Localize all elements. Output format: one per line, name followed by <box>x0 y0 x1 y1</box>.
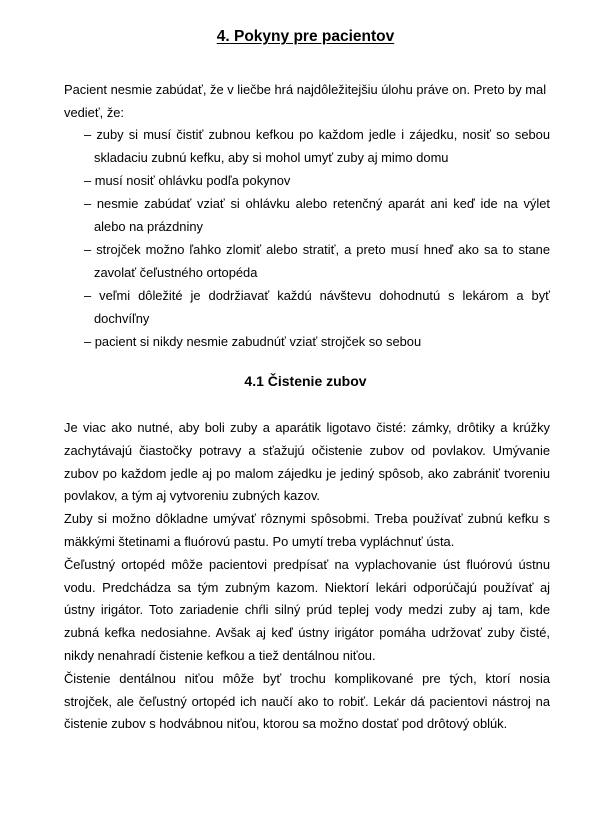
list-item: – veľmi dôležité je dodržiavať každú návštevu dohodnutú s lekárom a byť dochvíľny <box>84 287 550 326</box>
list-item: – musí nosiť ohlávku podľa pokynov <box>84 172 291 188</box>
section-heading: 4. Pokyny pre pacientov <box>216 28 395 45</box>
list-item: – pacient si nikdy nesmie zabudnúť vziať strojček so sebou <box>84 333 422 349</box>
paragraph: Čistenie dentálnou niťou môže byť trochu komplikované pre tých, ktorí nosia strojček, ale čeľustný ortopéd ich naučí ako to robiť. Lekár dá pacientovi nástroj na čistenie zubov s hodvábnou niťou, ktorou sa možno dostať pod drôtový oblúk. <box>64 670 550 732</box>
list-item: – zuby si musí čistiť zubnou kefkou po každom jedle i zájedku, nosiť so sebou skladaciu zubnú kefku, aby si mohol umyť zuby aj mimo domu <box>84 127 550 165</box>
paragraph: Je viac ako nutné, aby boli zuby a aparátik ligotavo čisté: zámky, drôtiky a krúžky zachytávajú čiastočky potravy a sťažujú očistenie zubov od povlakov. Umývanie zubov po každom jedle aj po malom zájedku je jediný spôsob, ako zabrániť tvoreniu povlakov, a tým aj vytvoreniu zubných kazov. <box>64 420 550 504</box>
body-text <box>64 417 550 736</box>
intro-paragraph: Pacient nesmie zabúdať, že v liečbe hrá najdôležitejšiu úlohu práve on. Preto by mal vedieť, že: <box>64 82 547 120</box>
paragraph: Zuby si možno dôkladne umývať rôznymi spôsobmi. Treba používať zubnú kefku s mäkkými štetinami a fluórovú pastu. Po umytí treba vypláchnuť ústa. <box>64 511 550 549</box>
paragraph: Čeľustný ortopéd môže pacientovi predpísať na vyplachovanie úst fluórovú ústnu vodu. Predchádza sa tým zubným kazom. Niektorí lekári odporúčajú používať aj ústny irigátor. Toto zariadenie chŕli silný prúd teplej vody medzi zuby aj tam, kde zubná kefka nedosiahne. Avšak aj keď ústny irigátor pomáha udržovať zuby čisté, nikdy nenahradí čistenie kefkou a tiež dentálnou niťou. <box>64 556 550 663</box>
subsection-heading: 4.1 Čistenie zubov <box>244 373 367 389</box>
instruction-list <box>84 124 550 354</box>
list-item: – nesmie zabúdať vziať si ohlávku alebo retenčný aparát ani keď ide na výlet alebo na prázdniny <box>84 196 550 234</box>
list-item: – strojček možno ľahko zlomiť alebo stratiť, a preto musí hneď ako sa to stane zavolať čeľustného ortopéda <box>84 242 550 280</box>
